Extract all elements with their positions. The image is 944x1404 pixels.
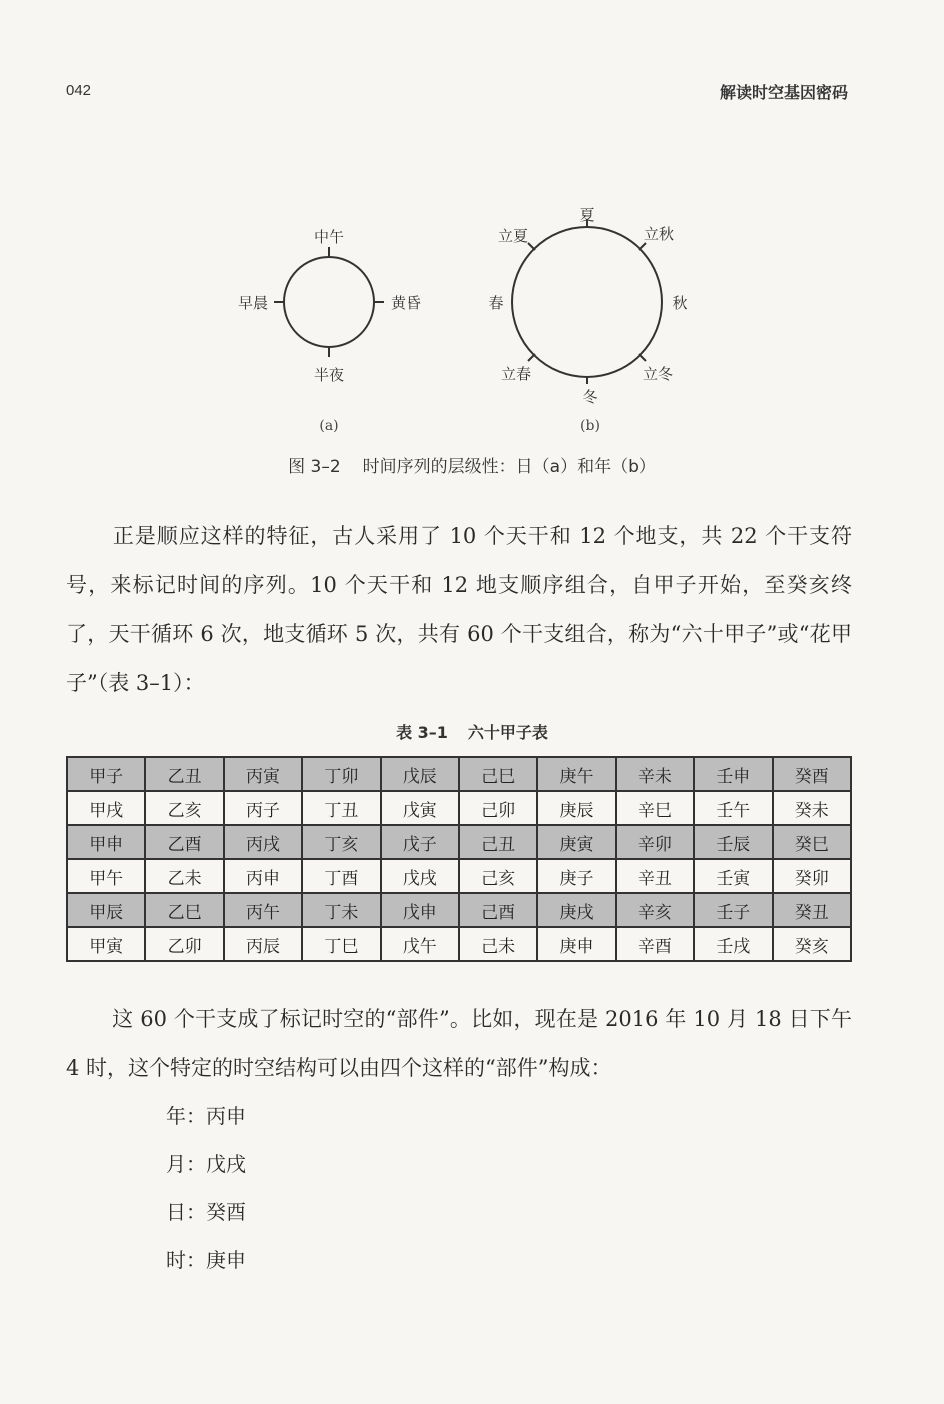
table-caption-number: 表 3–1 <box>396 723 448 742</box>
sub-label-b: (b) <box>580 418 600 434</box>
pillar-label: 时： <box>166 1248 206 1272</box>
table-cell: 壬午 <box>694 791 772 825</box>
table-cell: 乙未 <box>145 859 223 893</box>
table-cell: 戊子 <box>381 825 459 859</box>
table-cell: 乙酉 <box>145 825 223 859</box>
label-start-of-autumn: 立秋 <box>643 225 675 243</box>
table-cell: 丁卯 <box>302 757 380 791</box>
table-cell: 甲申 <box>67 825 145 859</box>
table-cell: 丁酉 <box>302 859 380 893</box>
label-start-of-winter: 立冬 <box>642 365 674 383</box>
table-cell: 壬寅 <box>694 859 772 893</box>
table-cell: 甲子 <box>67 757 145 791</box>
table-cell: 庚戌 <box>537 893 615 927</box>
table-cell: 己未 <box>459 927 537 961</box>
table-cell: 戊午 <box>381 927 459 961</box>
table-cell: 癸酉 <box>773 757 851 791</box>
four-pillars-list <box>166 1092 466 1284</box>
pillar-hour <box>166 1236 466 1284</box>
figure-caption-text: 时间序列的层级性：日（a）和年（b） <box>362 457 656 477</box>
year-circle <box>488 206 687 434</box>
table-row <box>67 893 851 927</box>
table-cell: 乙卯 <box>145 927 223 961</box>
year-tick-top-left <box>528 243 535 250</box>
pillar-value: 丙申 <box>206 1104 246 1128</box>
year-tick-bottom-left <box>528 354 535 361</box>
table-cell: 癸丑 <box>773 893 851 927</box>
running-head: 解读时空基因密码 <box>719 83 848 102</box>
table-cell: 乙巳 <box>145 893 223 927</box>
label-autumn: 秋 <box>672 294 688 312</box>
table-caption <box>0 720 944 743</box>
sexagenary-cycle-table <box>66 756 852 962</box>
label-noon: 中午 <box>313 228 345 246</box>
pillar-value: 癸酉 <box>206 1200 246 1224</box>
figure-caption-number: 图 3–2 <box>288 457 341 477</box>
table-cell: 甲寅 <box>67 927 145 961</box>
body-paragraph-1 <box>66 512 852 708</box>
table-cell: 丙申 <box>224 859 302 893</box>
label-summer: 夏 <box>579 206 595 224</box>
label-winter: 冬 <box>582 388 598 406</box>
table-row <box>67 825 851 859</box>
body-paragraph-2 <box>66 995 852 1093</box>
table-row <box>67 927 851 961</box>
table-cell: 壬辰 <box>694 825 772 859</box>
table-cell: 己酉 <box>459 893 537 927</box>
table-row <box>67 791 851 825</box>
table-cell: 辛亥 <box>616 893 694 927</box>
body-paragraph-2-text: 这 60 个干支成了标记时空的“部件”。比如，现在是 2016 年 10 月 18 日下午 4 时，这个特定的时空结构可以由四个这样的“部件”构成： <box>66 1007 852 1080</box>
label-midnight: 半夜 <box>313 366 345 384</box>
table-cell: 戊戌 <box>381 859 459 893</box>
pillar-month <box>166 1140 466 1188</box>
table-cell: 癸亥 <box>773 927 851 961</box>
table-cell: 庚辰 <box>537 791 615 825</box>
table-cell: 乙亥 <box>145 791 223 825</box>
table-cell: 癸巳 <box>773 825 851 859</box>
table-cell: 己卯 <box>459 791 537 825</box>
year-tick-bottom-right <box>639 354 646 361</box>
table-cell: 丙子 <box>224 791 302 825</box>
figure-caption <box>0 452 944 477</box>
label-start-of-summer: 立夏 <box>497 227 529 245</box>
figure-3-2 <box>0 190 944 440</box>
table-cell: 辛酉 <box>616 927 694 961</box>
pillar-value: 庚申 <box>206 1248 246 1272</box>
table-cell: 庚寅 <box>537 825 615 859</box>
table-cell: 丙戌 <box>224 825 302 859</box>
label-morning: 早晨 <box>237 294 268 312</box>
pillar-day <box>166 1188 466 1236</box>
pillar-label: 月： <box>166 1152 206 1176</box>
table-cell: 戊辰 <box>381 757 459 791</box>
table-cell: 己丑 <box>459 825 537 859</box>
pillar-label: 日： <box>166 1200 206 1224</box>
sub-label-a: (a) <box>319 418 339 434</box>
table-cell: 辛未 <box>616 757 694 791</box>
table-cell: 庚子 <box>537 859 615 893</box>
table-cell: 丙辰 <box>224 927 302 961</box>
table-cell: 丁巳 <box>302 927 380 961</box>
table-cell: 壬申 <box>694 757 772 791</box>
table-row <box>67 757 851 791</box>
table-row <box>67 859 851 893</box>
year-tick-top-right <box>639 243 646 250</box>
table-cell: 壬子 <box>694 893 772 927</box>
table-cell: 辛卯 <box>616 825 694 859</box>
table-cell: 甲辰 <box>67 893 145 927</box>
table-cell: 乙丑 <box>145 757 223 791</box>
pillar-year <box>166 1092 466 1140</box>
table-cell: 丁亥 <box>302 825 380 859</box>
table-cell: 辛巳 <box>616 791 694 825</box>
pillar-value: 戊戌 <box>206 1152 246 1176</box>
pillar-label: 年： <box>166 1104 206 1128</box>
table-cell: 辛丑 <box>616 859 694 893</box>
label-dusk: 黄昏 <box>391 294 422 312</box>
table-cell: 壬戌 <box>694 927 772 961</box>
table-cell: 丙午 <box>224 893 302 927</box>
body-paragraph-1-text: 正是顺应这样的特征，古人采用了 10 个天干和 12 个地支，共 22 个干支符号，来标记时间的序列。10 个天干和 12 地支顺序组合，自甲子开始，至癸亥终了，天干循环 6 次，地支循环 5 次，共有 60 个干支组合，称为“六十甲子”或“花甲子”（表 3–1）： <box>66 524 852 695</box>
table-caption-text: 六十甲子表 <box>467 723 548 742</box>
table-cell: 癸未 <box>773 791 851 825</box>
table-cell: 庚午 <box>537 757 615 791</box>
table-cell: 甲戌 <box>67 791 145 825</box>
table-cell: 甲午 <box>67 859 145 893</box>
table-cell: 癸卯 <box>773 859 851 893</box>
table-cell: 庚申 <box>537 927 615 961</box>
table-cell: 丙寅 <box>224 757 302 791</box>
table-cell: 丁未 <box>302 893 380 927</box>
table-cell: 己亥 <box>459 859 537 893</box>
time-circles-diagram <box>0 190 944 440</box>
table-cell: 戊寅 <box>381 791 459 825</box>
label-spring: 春 <box>488 294 504 312</box>
page-number: 042 <box>66 82 92 99</box>
day-circle <box>238 228 421 434</box>
table-cell: 戊申 <box>381 893 459 927</box>
table-cell: 己巳 <box>459 757 537 791</box>
label-start-of-spring: 立春 <box>500 365 532 383</box>
day-circle-ring <box>284 257 374 347</box>
table-cell: 丁丑 <box>302 791 380 825</box>
